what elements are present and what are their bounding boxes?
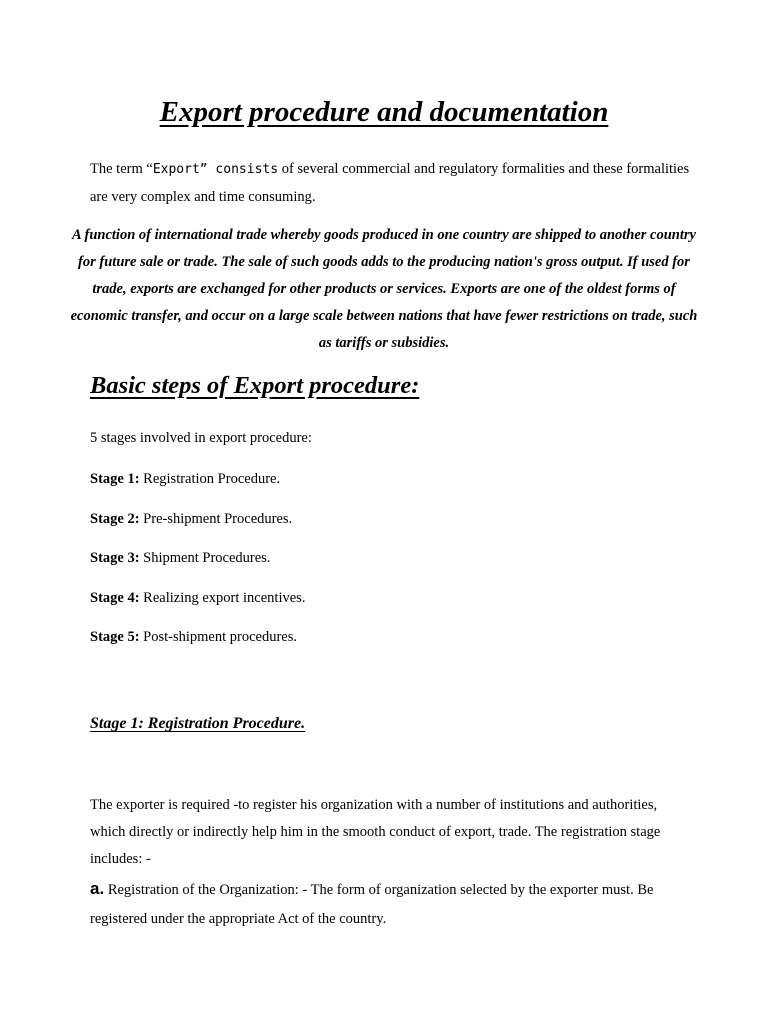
stage-text: Pre-shipment Procedures. [139,511,293,527]
intro-suffix: ” consists [199,162,279,177]
list-marker: a. [90,879,105,898]
list-item-a [90,874,690,934]
intro-term: Export [152,162,200,177]
stage-item [90,509,292,529]
stage-label: Stage 5: [90,629,140,645]
stage1-heading: Stage 1: Registration Procedure. [90,715,306,732]
list-item-text: Registration of the Organization: - The form of organization selected by the exporter must. Be registered under the appropriate Act of the country. [90,882,654,927]
stage-label: Stage 3: [90,550,140,566]
stage1-paragraph: The exporter is required -to register his organization with a number of institutions and authorities, which directly or indirectly help him in the smooth conduct of export, trade. The registration stage includes: - [90,797,661,867]
stage-item [90,588,305,608]
stage-label: Stage 2: [90,511,140,527]
stages-intro: 5 stages involved in export procedure: [90,430,312,446]
intro-prefix: The term “ [90,161,153,177]
stage-item [90,469,280,489]
stage-item [90,627,297,647]
intro-paragraph [90,156,690,210]
stage-text: Registration Procedure. [139,471,281,487]
stage-text: Post-shipment procedures. [139,629,298,645]
stage-item [90,548,270,568]
intro-rest: of several commercial and regulatory formalities and these formalities are very complex and time consuming. [90,161,690,205]
page-title: Export procedure and documentation [159,96,609,128]
stage-text: Shipment Procedures. [139,550,271,566]
definition-quote: A function of international trade whereby goods produced in one country are shipped to another country for future sale or trade. The sale of such goods adds to the producing nation's gross output. If used for trade, exports are exchanged for other products or services. Exports are one of the oldest forms of economic transfer, and occur on a large scale between nations that have fewer restrictions on trade, such as tariffs or subsidies. [70,227,698,351]
stage-label: Stage 4: [90,590,140,606]
stage-label: Stage 1: [90,471,140,487]
basic-steps-heading: Basic steps of Export procedure: [90,372,420,399]
stage-text: Realizing export incentives. [139,590,306,606]
